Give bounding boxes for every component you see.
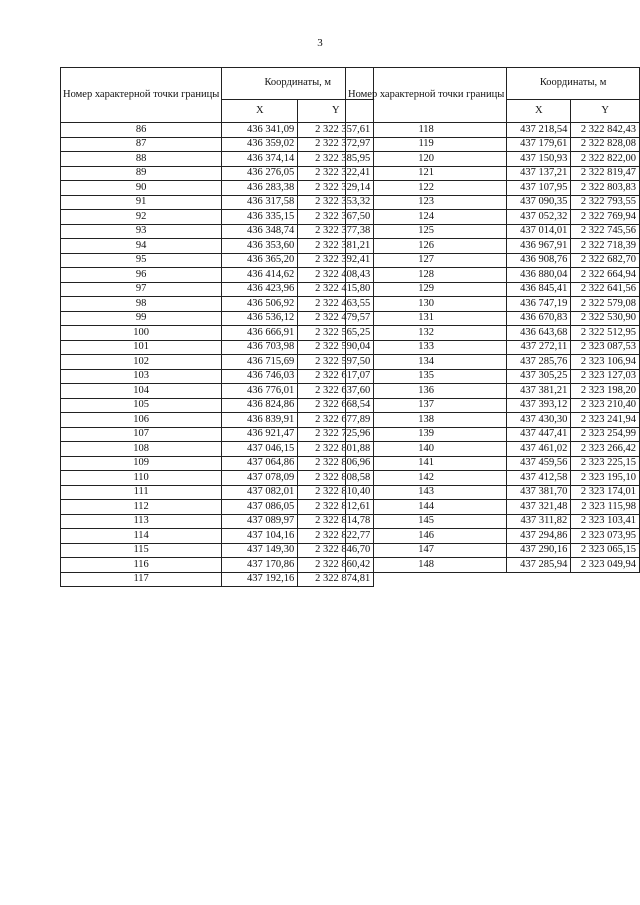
y-coordinate-cell: 2 323 198,20 [571, 384, 640, 399]
point-number-cell: 137 [346, 398, 507, 413]
y-coordinate-cell: 2 322 793,55 [571, 195, 640, 210]
x-coordinate-cell: 436 536,12 [222, 311, 298, 326]
x-coordinate-cell: 437 089,97 [222, 514, 298, 529]
y-coordinate-cell: 2 322 385,95 [298, 152, 374, 167]
point-number-cell: 89 [61, 166, 222, 181]
y-coordinate-cell: 2 323 103,41 [571, 514, 640, 529]
y-coordinate-cell: 2 323 225,15 [571, 456, 640, 471]
x-header: X [507, 100, 571, 123]
point-number-cell: 112 [61, 500, 222, 515]
x-coordinate-cell: 437 014,01 [507, 224, 571, 239]
y-coordinate-cell: 2 322 479,57 [298, 311, 374, 326]
x-coordinate-cell: 437 381,21 [507, 384, 571, 399]
x-coordinate-cell: 436 643,68 [507, 326, 571, 341]
table-row [346, 195, 640, 210]
table-row [346, 311, 640, 326]
y-coordinate-cell: 2 322 812,61 [298, 500, 374, 515]
x-coordinate-cell: 437 305,25 [507, 369, 571, 384]
y-coordinate-cell: 2 322 617,07 [298, 369, 374, 384]
table-row [61, 268, 374, 283]
y-coordinate-cell: 2 322 769,94 [571, 210, 640, 225]
point-number-cell: 136 [346, 384, 507, 399]
y-coordinate-cell: 2 322 745,56 [571, 224, 640, 239]
point-number-cell: 123 [346, 195, 507, 210]
y-coordinate-cell: 2 322 367,50 [298, 210, 374, 225]
x-coordinate-cell: 436 414,62 [222, 268, 298, 283]
x-coordinate-cell: 437 104,16 [222, 529, 298, 544]
x-coordinate-cell: 437 290,16 [507, 543, 571, 558]
y-coordinate-cell: 2 323 115,98 [571, 500, 640, 515]
y-header: Y [571, 100, 640, 123]
x-coordinate-cell: 437 447,41 [507, 427, 571, 442]
point-number-cell: 110 [61, 471, 222, 486]
y-coordinate-cell: 2 322 329,14 [298, 181, 374, 196]
table-row [346, 485, 640, 500]
point-number-cell: 106 [61, 413, 222, 428]
y-coordinate-cell: 2 322 822,00 [571, 152, 640, 167]
y-coordinate-cell: 2 322 372,97 [298, 137, 374, 152]
x-coordinate-cell: 437 149,30 [222, 543, 298, 558]
table-row [346, 543, 640, 558]
table-row [346, 166, 640, 181]
table-row [346, 253, 640, 268]
point-number-cell: 147 [346, 543, 507, 558]
y-coordinate-cell: 2 323 065,15 [571, 543, 640, 558]
x-coordinate-cell: 437 218,54 [507, 123, 571, 138]
x-coordinate-cell: 437 381,70 [507, 485, 571, 500]
table-row [61, 413, 374, 428]
x-coordinate-cell: 437 150,93 [507, 152, 571, 167]
point-number-cell: 97 [61, 282, 222, 297]
table-row [346, 239, 640, 254]
table-row [61, 514, 374, 529]
x-coordinate-cell: 437 311,82 [507, 514, 571, 529]
y-coordinate-cell: 2 323 266,42 [571, 442, 640, 457]
x-coordinate-cell: 436 317,58 [222, 195, 298, 210]
table-row [346, 181, 640, 196]
y-coordinate-cell: 2 322 814,78 [298, 514, 374, 529]
point-number-cell: 96 [61, 268, 222, 283]
y-coordinate-cell: 2 322 530,90 [571, 311, 640, 326]
table-row [61, 485, 374, 500]
point-number-cell: 142 [346, 471, 507, 486]
x-coordinate-cell: 436 824,86 [222, 398, 298, 413]
point-number-cell: 86 [61, 123, 222, 138]
y-coordinate-cell: 2 322 392,41 [298, 253, 374, 268]
y-coordinate-cell: 2 322 512,95 [571, 326, 640, 341]
y-coordinate-cell: 2 322 463,55 [298, 297, 374, 312]
y-coordinate-cell: 2 323 049,94 [571, 558, 640, 573]
y-coordinate-cell: 2 322 377,38 [298, 224, 374, 239]
point-number-cell: 146 [346, 529, 507, 544]
x-coordinate-cell: 436 348,74 [222, 224, 298, 239]
table-row [346, 514, 640, 529]
table-row [61, 442, 374, 457]
x-coordinate-cell: 436 341,09 [222, 123, 298, 138]
y-coordinate-cell: 2 322 637,60 [298, 384, 374, 399]
y-coordinate-cell: 2 322 668,54 [298, 398, 374, 413]
table-row [346, 297, 640, 312]
x-coordinate-cell: 437 461,02 [507, 442, 571, 457]
x-coordinate-cell: 437 192,16 [222, 572, 298, 587]
table-row [61, 166, 374, 181]
x-coordinate-cell: 436 967,91 [507, 239, 571, 254]
y-coordinate-cell: 2 322 322,41 [298, 166, 374, 181]
y-coordinate-cell: 2 323 087,53 [571, 340, 640, 355]
x-coordinate-cell: 437 046,15 [222, 442, 298, 457]
table-row [61, 398, 374, 413]
x-header: X [222, 100, 298, 123]
x-coordinate-cell: 437 082,01 [222, 485, 298, 500]
x-coordinate-cell: 436 839,91 [222, 413, 298, 428]
point-number-cell: 92 [61, 210, 222, 225]
x-coordinate-cell: 437 459,56 [507, 456, 571, 471]
table-row [346, 442, 640, 457]
point-number-cell: 134 [346, 355, 507, 370]
table-row [61, 340, 374, 355]
y-coordinate-cell: 2 322 806,96 [298, 456, 374, 471]
point-number-cell: 135 [346, 369, 507, 384]
table-row [61, 369, 374, 384]
y-coordinate-cell: 2 323 210,40 [571, 398, 640, 413]
table-row [346, 413, 640, 428]
point-number-header: Номер характерной точки границы [61, 68, 222, 123]
table-row [61, 195, 374, 210]
point-number-cell: 128 [346, 268, 507, 283]
x-coordinate-cell: 437 179,61 [507, 137, 571, 152]
table-row [61, 152, 374, 167]
point-number-cell: 121 [346, 166, 507, 181]
table-row [346, 152, 640, 167]
point-number-cell: 132 [346, 326, 507, 341]
point-number-cell: 125 [346, 224, 507, 239]
x-coordinate-cell: 437 294,86 [507, 529, 571, 544]
x-coordinate-cell: 437 285,76 [507, 355, 571, 370]
y-coordinate-cell: 2 323 127,03 [571, 369, 640, 384]
table-row [346, 224, 640, 239]
table-row [346, 529, 640, 544]
point-number-cell: 105 [61, 398, 222, 413]
table-row [61, 181, 374, 196]
table-row [61, 311, 374, 326]
table-row [61, 529, 374, 544]
point-number-cell: 127 [346, 253, 507, 268]
point-number-cell: 126 [346, 239, 507, 254]
table-row [346, 500, 640, 515]
coordinates-header: Координаты, м [507, 68, 640, 100]
table-row [346, 471, 640, 486]
y-coordinate-cell: 2 323 254,99 [571, 427, 640, 442]
y-header: Y [298, 100, 374, 123]
x-coordinate-cell: 437 090,35 [507, 195, 571, 210]
y-coordinate-cell: 2 322 819,47 [571, 166, 640, 181]
table-body-left [61, 123, 374, 587]
y-coordinate-cell: 2 322 565,25 [298, 326, 374, 341]
point-number-cell: 93 [61, 224, 222, 239]
x-coordinate-cell: 437 078,09 [222, 471, 298, 486]
table-row [346, 123, 640, 138]
x-coordinate-cell: 437 107,95 [507, 181, 571, 196]
point-number-cell: 98 [61, 297, 222, 312]
x-coordinate-cell: 437 412,58 [507, 471, 571, 486]
point-number-cell: 87 [61, 137, 222, 152]
y-coordinate-cell: 2 323 174,01 [571, 485, 640, 500]
point-number-cell: 143 [346, 485, 507, 500]
table-row [61, 558, 374, 573]
table-row [61, 471, 374, 486]
point-number-cell: 122 [346, 181, 507, 196]
point-number-header: Номер характерной точки границы [346, 68, 507, 123]
point-number-cell: 90 [61, 181, 222, 196]
table-row [346, 369, 640, 384]
point-number-cell: 117 [61, 572, 222, 587]
y-coordinate-cell: 2 322 846,70 [298, 543, 374, 558]
table-row [61, 137, 374, 152]
point-number-cell: 144 [346, 500, 507, 515]
table-row [61, 355, 374, 370]
table-row [61, 282, 374, 297]
y-coordinate-cell: 2 322 725,96 [298, 427, 374, 442]
x-coordinate-cell: 437 393,12 [507, 398, 571, 413]
table-row [61, 123, 374, 138]
x-coordinate-cell: 436 845,41 [507, 282, 571, 297]
point-number-cell: 115 [61, 543, 222, 558]
point-number-cell: 107 [61, 427, 222, 442]
x-coordinate-cell: 436 746,03 [222, 369, 298, 384]
point-number-cell: 103 [61, 369, 222, 384]
point-number-cell: 94 [61, 239, 222, 254]
table-body-right [346, 123, 640, 573]
x-coordinate-cell: 436 506,92 [222, 297, 298, 312]
table-row [346, 268, 640, 283]
y-coordinate-cell: 2 322 408,43 [298, 268, 374, 283]
point-number-cell: 104 [61, 384, 222, 399]
point-number-cell: 139 [346, 427, 507, 442]
table-row [61, 384, 374, 399]
x-coordinate-cell: 436 921,47 [222, 427, 298, 442]
x-coordinate-cell: 437 272,11 [507, 340, 571, 355]
table-row [61, 326, 374, 341]
point-number-cell: 148 [346, 558, 507, 573]
table-row [61, 456, 374, 471]
x-coordinate-cell: 436 670,83 [507, 311, 571, 326]
point-number-cell: 131 [346, 311, 507, 326]
x-coordinate-cell: 437 064,86 [222, 456, 298, 471]
point-number-cell: 133 [346, 340, 507, 355]
y-coordinate-cell: 2 323 106,94 [571, 355, 640, 370]
x-coordinate-cell: 436 747,19 [507, 297, 571, 312]
page-number: 3 [317, 37, 323, 49]
table-row [346, 355, 640, 370]
point-number-cell: 100 [61, 326, 222, 341]
table-row [61, 210, 374, 225]
x-coordinate-cell: 437 285,94 [507, 558, 571, 573]
x-coordinate-cell: 436 353,60 [222, 239, 298, 254]
y-coordinate-cell: 2 322 590,04 [298, 340, 374, 355]
point-number-cell: 130 [346, 297, 507, 312]
point-number-cell: 99 [61, 311, 222, 326]
coordinates-table-right [345, 67, 640, 573]
point-number-cell: 120 [346, 152, 507, 167]
point-number-cell: 129 [346, 282, 507, 297]
x-coordinate-cell: 437 052,32 [507, 210, 571, 225]
y-coordinate-cell: 2 322 803,83 [571, 181, 640, 196]
table-row [346, 384, 640, 399]
y-coordinate-cell: 2 322 822,77 [298, 529, 374, 544]
y-coordinate-cell: 2 323 195,10 [571, 471, 640, 486]
x-coordinate-cell: 436 776,01 [222, 384, 298, 399]
x-coordinate-cell: 437 086,05 [222, 500, 298, 515]
point-number-cell: 91 [61, 195, 222, 210]
y-coordinate-cell: 2 322 357,61 [298, 123, 374, 138]
x-coordinate-cell: 436 715,69 [222, 355, 298, 370]
y-coordinate-cell: 2 322 664,94 [571, 268, 640, 283]
point-number-cell: 88 [61, 152, 222, 167]
y-coordinate-cell: 2 322 842,43 [571, 123, 640, 138]
x-coordinate-cell: 437 137,21 [507, 166, 571, 181]
point-number-cell: 118 [346, 123, 507, 138]
y-coordinate-cell: 2 322 801,88 [298, 442, 374, 457]
point-number-cell: 95 [61, 253, 222, 268]
y-coordinate-cell: 2 322 415,80 [298, 282, 374, 297]
y-coordinate-cell: 2 322 579,08 [571, 297, 640, 312]
point-number-cell: 109 [61, 456, 222, 471]
point-number-cell: 124 [346, 210, 507, 225]
y-coordinate-cell: 2 322 874,81 [298, 572, 374, 587]
x-coordinate-cell: 436 880,04 [507, 268, 571, 283]
point-number-cell: 113 [61, 514, 222, 529]
table-row [346, 137, 640, 152]
x-coordinate-cell: 436 374,14 [222, 152, 298, 167]
x-coordinate-cell: 437 430,30 [507, 413, 571, 428]
table-row [61, 500, 374, 515]
table-row [346, 398, 640, 413]
table-row [346, 210, 640, 225]
x-coordinate-cell: 436 335,15 [222, 210, 298, 225]
x-coordinate-cell: 437 170,86 [222, 558, 298, 573]
table-row [61, 572, 374, 587]
point-number-cell: 101 [61, 340, 222, 355]
table-row [61, 297, 374, 312]
x-coordinate-cell: 436 908,76 [507, 253, 571, 268]
x-coordinate-cell: 436 703,98 [222, 340, 298, 355]
x-coordinate-cell: 436 365,20 [222, 253, 298, 268]
table-row [61, 224, 374, 239]
x-coordinate-cell: 436 666,91 [222, 326, 298, 341]
y-coordinate-cell: 2 322 810,40 [298, 485, 374, 500]
table-row [61, 427, 374, 442]
coordinates-header: Координаты, м [222, 68, 374, 100]
x-coordinate-cell: 436 276,05 [222, 166, 298, 181]
table-row [61, 239, 374, 254]
y-coordinate-cell: 2 322 677,89 [298, 413, 374, 428]
point-number-cell: 141 [346, 456, 507, 471]
point-number-cell: 116 [61, 558, 222, 573]
table-row [346, 326, 640, 341]
x-coordinate-cell: 437 321,48 [507, 500, 571, 515]
y-coordinate-cell: 2 322 718,39 [571, 239, 640, 254]
y-coordinate-cell: 2 322 353,32 [298, 195, 374, 210]
table-row [61, 543, 374, 558]
y-coordinate-cell: 2 322 682,70 [571, 253, 640, 268]
y-coordinate-cell: 2 323 073,95 [571, 529, 640, 544]
y-coordinate-cell: 2 322 860,42 [298, 558, 374, 573]
coordinates-table-left [60, 67, 374, 587]
y-coordinate-cell: 2 322 808,58 [298, 471, 374, 486]
point-number-cell: 108 [61, 442, 222, 457]
x-coordinate-cell: 436 423,96 [222, 282, 298, 297]
table-row [346, 456, 640, 471]
point-number-cell: 114 [61, 529, 222, 544]
table-row [346, 340, 640, 355]
point-number-cell: 145 [346, 514, 507, 529]
table-row [346, 427, 640, 442]
point-number-cell: 111 [61, 485, 222, 500]
y-coordinate-cell: 2 322 641,56 [571, 282, 640, 297]
y-coordinate-cell: 2 322 381,21 [298, 239, 374, 254]
point-number-cell: 138 [346, 413, 507, 428]
point-number-cell: 102 [61, 355, 222, 370]
table-row [346, 558, 640, 573]
point-number-cell: 140 [346, 442, 507, 457]
x-coordinate-cell: 436 359,02 [222, 137, 298, 152]
y-coordinate-cell: 2 323 241,94 [571, 413, 640, 428]
point-number-cell: 119 [346, 137, 507, 152]
table-row [61, 253, 374, 268]
y-coordinate-cell: 2 322 597,50 [298, 355, 374, 370]
x-coordinate-cell: 436 283,38 [222, 181, 298, 196]
y-coordinate-cell: 2 322 828,08 [571, 137, 640, 152]
table-row [346, 282, 640, 297]
